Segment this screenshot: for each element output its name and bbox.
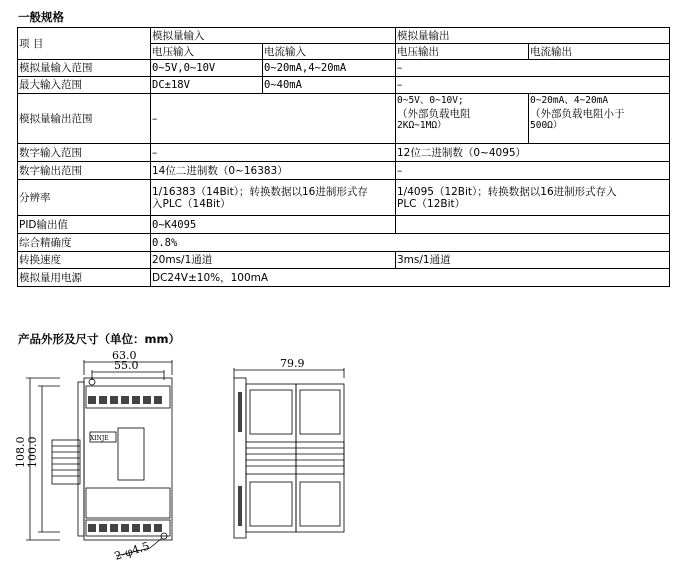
digital-output-na: – — [396, 162, 670, 180]
output-conversion-speed: 3ms/1通道 — [396, 252, 670, 269]
analog-input-na: – — [151, 94, 396, 144]
section-title-dimensions: 产品外形及尺寸（单位：mm） — [18, 332, 180, 346]
item-header: 项 目 — [18, 28, 151, 60]
dim-height-inner: 100.0 — [26, 436, 39, 468]
resolution-output-line: PLC（12Bit） — [397, 198, 466, 210]
section-title-general-spec: 一般规格 — [18, 10, 64, 24]
digital-input-range: 12位二进制数（0~4095） — [396, 144, 670, 162]
pid-output-value: 0~K4095 — [151, 216, 396, 234]
digital-output-range: 14位二进制数（0~16383） — [151, 162, 396, 180]
row-label: 最大输入范围 — [18, 77, 151, 94]
dim-hole: 2-φ4.5 — [112, 539, 152, 563]
row-label: 分辨率 — [18, 180, 151, 216]
dim-width-outer: 63.0 — [112, 349, 137, 362]
max-current-input: 0~40mA — [263, 77, 396, 94]
voltage-output-line: （外部负载电阻 — [397, 107, 471, 120]
current-input-range: 0~20mA,4~20mA — [263, 60, 396, 77]
row-label: 数字输入范围 — [18, 144, 151, 162]
resolution-input-line: 1/16383（14Bit）；转换数据以16进制形式存 — [152, 185, 368, 198]
row-label: PID输出值 — [18, 216, 151, 234]
dim-width-inner: 55.0 — [114, 359, 139, 372]
digital-input-na: – — [151, 144, 396, 162]
row-label: 模拟量输出范围 — [18, 94, 151, 144]
max-voltage-input: DC±18V — [151, 77, 263, 94]
current-output-line: 500Ω） — [530, 120, 563, 131]
row-label: 模拟量输入范围 — [18, 60, 151, 77]
voltage-output-line: 2KΩ~1MΩ） — [397, 120, 447, 131]
row-label: 模拟量用电源 — [18, 269, 151, 287]
voltage-input-header: 电压输入 — [151, 44, 263, 60]
power-supply-value: DC24V±10%，100mA — [151, 269, 670, 287]
voltage-output-line: 0~5V、0~10V; — [397, 95, 464, 106]
current-output-line: 0~20mA、4~20mA — [530, 95, 609, 106]
analog-input-header: 模拟量输入 — [151, 28, 396, 44]
row-label: 转换速度 — [18, 252, 151, 269]
analog-output-na: – — [396, 60, 670, 77]
input-conversion-speed: 20ms/1通道 — [151, 252, 396, 269]
dim-height-outer: 108.0 — [14, 436, 27, 468]
accuracy-value: 0.8% — [151, 234, 670, 252]
current-output-header: 电流输出 — [529, 44, 670, 60]
current-input-header: 电流输入 — [263, 44, 396, 60]
resolution-input-line: 入PLC（14Bit） — [152, 198, 231, 210]
row-label: 数字输出范围 — [18, 162, 151, 180]
analog-output-header: 模拟量输出 — [396, 28, 670, 44]
voltage-input-range: 0~5V,0~10V — [151, 60, 263, 77]
analog-output-na: – — [396, 77, 670, 94]
brand-logo: XINJE — [90, 435, 109, 442]
current-output-line: （外部负载电阻小于 — [530, 107, 625, 120]
resolution-output-line: 1/4095（12Bit）；转换数据以16进制形式存入 — [397, 185, 617, 198]
voltage-output-header: 电压输出 — [396, 44, 529, 60]
dim-depth: 79.9 — [280, 357, 305, 370]
row-label: 综合精确度 — [18, 234, 151, 252]
